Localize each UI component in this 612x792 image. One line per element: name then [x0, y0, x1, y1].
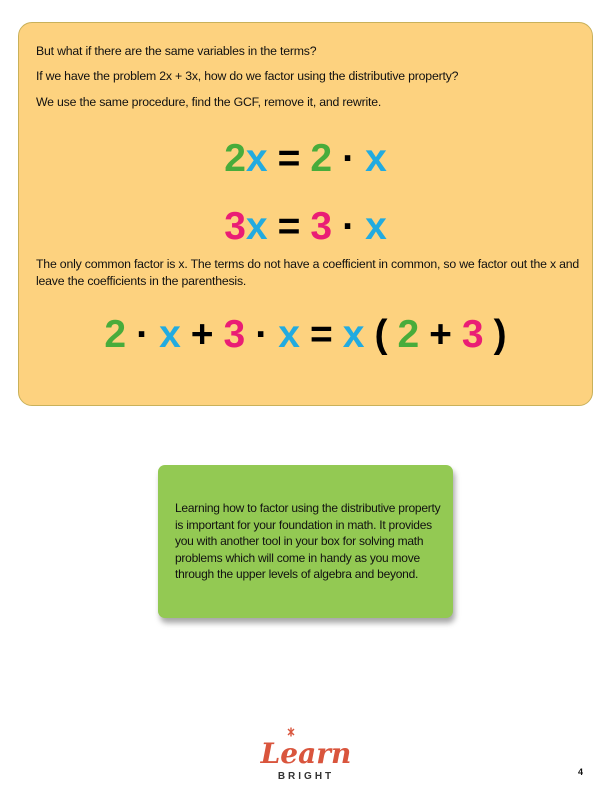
explanation-text: The only common factor is x. The terms do not have a coefficient in common, so we factor out the x and leave the coefficients in the parenthesis.	[36, 257, 580, 288]
common-factor: x	[342, 313, 365, 356]
factor-variable: x	[365, 205, 387, 248]
term-d: 3	[461, 313, 484, 356]
plus-sign: +	[429, 313, 452, 356]
logo-spark-icon	[288, 728, 294, 737]
multiply-dot: ·	[342, 205, 356, 248]
equals-sign: =	[309, 313, 333, 356]
factor: 3	[310, 205, 333, 248]
procedure-text: We use the same procedure, find the GCF, remove it, and rewrite.	[36, 95, 382, 109]
coefficient: 3	[224, 205, 246, 248]
multiply-dot: ·	[136, 313, 150, 356]
factor-variable: x	[365, 137, 387, 180]
coefficient: 2	[224, 137, 246, 180]
variable: x	[245, 205, 268, 248]
equation-factored	[19, 313, 592, 357]
plus-sign: +	[190, 313, 214, 356]
multiply-dot: ·	[255, 313, 269, 356]
page-number: 4	[578, 767, 584, 777]
learn-bright-logo	[256, 726, 356, 782]
logo-word: Learn	[260, 737, 352, 770]
callout-box	[158, 465, 453, 618]
lesson-box	[18, 22, 593, 406]
equation-3x	[19, 205, 592, 249]
intro-question: But what if there are the same variables in the terms?	[36, 44, 317, 58]
variable: x	[245, 137, 268, 180]
left-paren: (	[374, 313, 388, 356]
term-a: 2	[104, 313, 127, 356]
logo-subword: BRIGHT	[277, 771, 335, 782]
factor: 2	[310, 137, 333, 180]
callout-text: Learning how to factor using the distributive property is important for your foundation in math. It provides you with another tool in your box for solving math problems which will come in handy as you move through the upper levels of algebra and beyond.	[175, 501, 441, 581]
variable: x	[278, 313, 300, 356]
multiply-dot: ·	[342, 137, 356, 180]
problem-question: If we have the problem 2x + 3x, how do we factor using the distributive property?	[36, 69, 459, 83]
equals-sign: =	[277, 137, 301, 180]
term-b: 3	[223, 313, 246, 356]
equals-sign: =	[277, 205, 301, 248]
equation-2x	[19, 137, 592, 181]
variable: x	[159, 313, 181, 356]
term-c: 2	[397, 313, 420, 356]
right-paren: )	[493, 313, 507, 356]
